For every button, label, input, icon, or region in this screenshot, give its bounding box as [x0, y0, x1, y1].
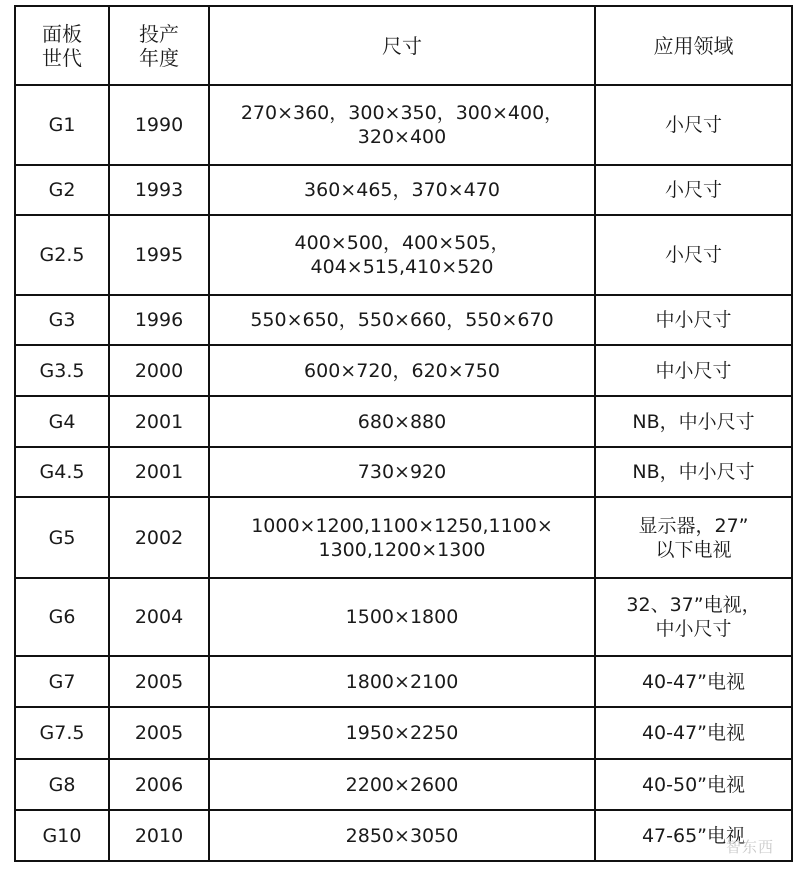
size-cell: [209, 656, 595, 707]
size-cell: [209, 396, 595, 447]
table-row: [15, 215, 792, 295]
size-cell: [209, 447, 595, 497]
panel-generation-table: [14, 5, 793, 862]
size-cell-line: 360×465，370×470: [304, 179, 500, 201]
year-cell: 1995: [109, 215, 209, 295]
application-cell-line: 中小尺寸: [655, 618, 732, 640]
size-cell: [209, 578, 595, 656]
year-cell: 2006: [109, 759, 209, 810]
header-application: 应用领域: [595, 6, 792, 85]
year-cell: 2002: [109, 497, 209, 578]
size-cell-line: 1950×2250: [345, 722, 459, 744]
application-cell: [595, 656, 792, 707]
year-cell: 1996: [109, 295, 209, 345]
generation-cell: G3.5: [15, 345, 109, 396]
size-cell-line: 730×920: [357, 461, 447, 483]
generation-cell: G8: [15, 759, 109, 810]
application-cell-line: 40-47”电视: [641, 670, 746, 693]
size-cell-line: 1000×1200,1100×1250,1100×: [251, 514, 553, 537]
size-cell-line: 404×515,410×520: [310, 256, 494, 278]
header-generation-line-2: 世代: [42, 45, 82, 70]
size-cell: [209, 295, 595, 345]
application-cell: [595, 447, 792, 497]
table-row: [15, 396, 792, 447]
generation-cell: G4: [15, 396, 109, 447]
application-cell-line: 小尺寸: [664, 244, 722, 266]
year-cell: 2000: [109, 345, 209, 396]
year-cell: 1993: [109, 165, 209, 215]
application-cell-line: 以下电视: [655, 538, 732, 561]
application-cell: [595, 165, 792, 215]
year-cell: 2004: [109, 578, 209, 656]
application-cell-line: 中小尺寸: [655, 359, 732, 382]
header-generation-line-1: 面板: [42, 21, 82, 46]
generation-cell: G4.5: [15, 447, 109, 497]
size-cell-line: 550×650，550×660，550×670: [250, 309, 554, 331]
application-cell: [595, 578, 792, 656]
size-cell-line: 680×880: [357, 410, 447, 433]
header-generation: [15, 6, 109, 85]
size-cell: [209, 345, 595, 396]
size-cell-line: 2200×2600: [345, 773, 459, 796]
application-cell-line: 小尺寸: [664, 114, 722, 136]
application-cell-line: 中小尺寸: [655, 309, 732, 331]
year-cell: 2001: [109, 396, 209, 447]
watermark-logo: 智东西: [725, 838, 774, 856]
table-row: [15, 810, 792, 861]
size-cell: [209, 85, 595, 165]
size-cell-line: 600×720，620×750: [304, 359, 500, 382]
application-cell-line: 小尺寸: [664, 179, 722, 201]
generation-cell: G2: [15, 165, 109, 215]
application-cell: [595, 707, 792, 759]
table-row: [15, 497, 792, 578]
size-cell: [209, 707, 595, 759]
application-cell: [595, 396, 792, 447]
size-cell: [209, 165, 595, 215]
header-row: [15, 6, 792, 85]
size-cell: [209, 759, 595, 810]
application-cell-line: 32、37”电视，: [626, 594, 761, 616]
application-cell-line: 40-50”电视: [641, 773, 746, 796]
application-cell: [595, 345, 792, 396]
year-cell: 1990: [109, 85, 209, 165]
size-cell-line: 270×360，300×350，300×400，: [240, 102, 564, 124]
size-cell-line: 320×400: [357, 126, 447, 148]
generation-cell: G6: [15, 578, 109, 656]
size-cell-line: 400×500，400×505，: [294, 232, 510, 254]
table-row: [15, 759, 792, 810]
table-header: [15, 6, 792, 85]
generation-cell: G3: [15, 295, 109, 345]
year-cell: 2005: [109, 707, 209, 759]
size-cell: [209, 810, 595, 861]
table-row: [15, 656, 792, 707]
size-cell-line: 1300,1200×1300: [318, 538, 486, 561]
generation-cell: G5: [15, 497, 109, 578]
application-cell: [595, 85, 792, 165]
application-cell-line: 显示器，27”: [638, 514, 749, 537]
table-row: [15, 295, 792, 345]
application-cell-line: 40-47”电视: [641, 722, 746, 744]
header-year-line-2: 年度: [139, 45, 179, 70]
table-row: [15, 85, 792, 165]
table-row: [15, 707, 792, 759]
generation-cell: G1: [15, 85, 109, 165]
year-cell: 2010: [109, 810, 209, 861]
table-body: [15, 85, 792, 861]
generation-cell: G2.5: [15, 215, 109, 295]
header-year-line-1: 投产: [139, 21, 179, 46]
size-cell-line: 2850×3050: [345, 824, 459, 847]
table-row: [15, 447, 792, 497]
size-cell: [209, 497, 595, 578]
application-cell: [595, 295, 792, 345]
generation-cell: G10: [15, 810, 109, 861]
application-cell: [595, 759, 792, 810]
application-cell-line: 47-65”电视: [641, 824, 746, 847]
size-cell-line: 1800×2100: [345, 670, 459, 693]
application-cell-line: NB，中小尺寸: [632, 461, 755, 483]
application-cell: [595, 497, 792, 578]
size-cell: [209, 215, 595, 295]
application-cell: [595, 215, 792, 295]
table-row: [15, 578, 792, 656]
application-cell-line: NB，中小尺寸: [632, 410, 755, 433]
header-year: [109, 6, 209, 85]
header-size: 尺寸: [209, 6, 595, 85]
generation-cell: G7: [15, 656, 109, 707]
year-cell: 2001: [109, 447, 209, 497]
size-cell-line: 1500×1800: [345, 606, 459, 628]
table-row: [15, 165, 792, 215]
generation-cell: G7.5: [15, 707, 109, 759]
table-row: [15, 345, 792, 396]
year-cell: 2005: [109, 656, 209, 707]
